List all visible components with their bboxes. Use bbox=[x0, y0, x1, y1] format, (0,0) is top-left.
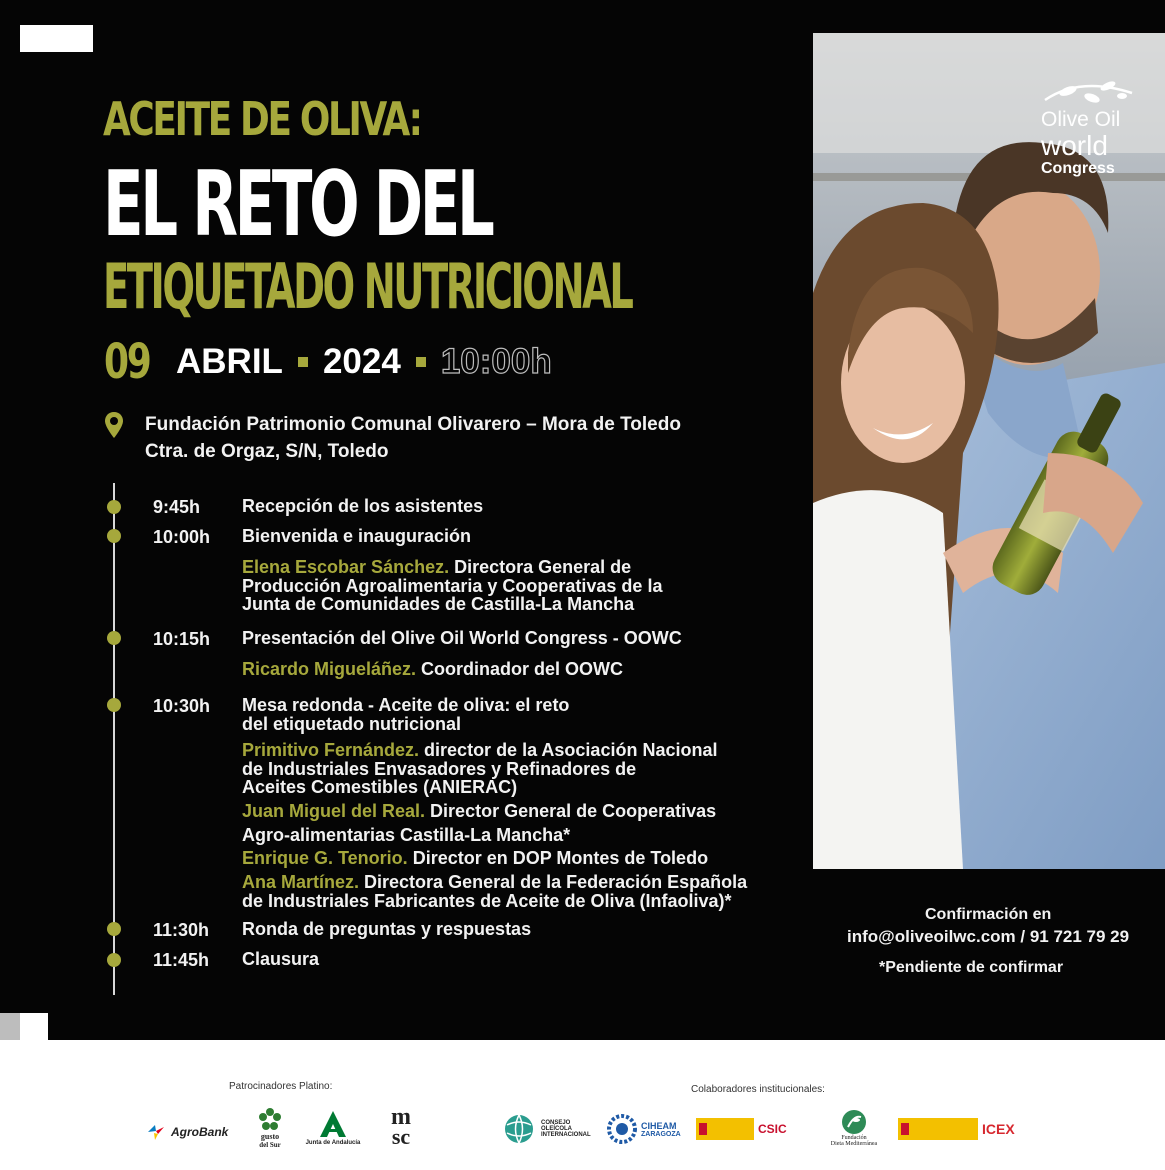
spain-coat-of-arms-icon bbox=[901, 1123, 909, 1135]
speaker-entry bbox=[242, 558, 662, 614]
date-year: 2024 bbox=[322, 342, 401, 381]
gusto-text: gusto bbox=[260, 1132, 280, 1141]
ciheam-circle-icon bbox=[607, 1114, 637, 1144]
title-line-1: ACEITE DE OLIVA: bbox=[103, 92, 421, 146]
ciheam-text bbox=[641, 1121, 681, 1138]
ciheam-text-line: ZARAGOZA bbox=[641, 1130, 681, 1138]
speaker-name: Ricardo Migueláñez. bbox=[242, 659, 417, 679]
speaker-role: director de la Asociación Nacional bbox=[419, 740, 718, 760]
title-line-2: EL RETO DEL bbox=[103, 152, 492, 257]
speaker-role: Director en DOP Montes de Toledo bbox=[407, 848, 709, 868]
date-time: 10:00h bbox=[440, 342, 552, 381]
agenda-time: 11:30h bbox=[153, 920, 210, 940]
speaker-entry bbox=[242, 660, 623, 679]
confirmation-label: Confirmación en bbox=[925, 906, 1052, 923]
msc-logo bbox=[380, 1104, 422, 1149]
timeline-dot bbox=[107, 500, 121, 514]
timeline-line bbox=[113, 483, 115, 995]
speaker-role: Directora General de bbox=[449, 557, 632, 577]
coi-text-line: CONSEJO bbox=[541, 1120, 571, 1126]
junta-andalucia-logo bbox=[298, 1110, 368, 1146]
date-separator bbox=[298, 357, 308, 367]
agenda-title: Bienvenida e inauguración bbox=[242, 526, 472, 546]
institutional-partners-label: Colaboradores institucionales: bbox=[691, 1084, 825, 1095]
logo-text: Olive Oil bbox=[1041, 108, 1121, 131]
agenda-title-line: del etiquetado nutricional bbox=[242, 714, 462, 734]
speaker-entry bbox=[242, 741, 717, 797]
spain-government-badge bbox=[696, 1118, 754, 1140]
fundacion-dieta-mediterranea-logo bbox=[825, 1109, 883, 1147]
spain-coat-of-arms-icon bbox=[699, 1123, 707, 1135]
spain-government-badge bbox=[898, 1118, 978, 1140]
agenda-title: Clausura bbox=[242, 949, 320, 969]
speaker-role: Agro-alimentarias Castilla-La Mancha* bbox=[242, 825, 571, 845]
speaker-name: Juan Miguel del Real. bbox=[242, 801, 426, 821]
ciheam-logo bbox=[607, 1114, 681, 1144]
timeline-dot bbox=[107, 953, 121, 967]
event-date bbox=[104, 334, 552, 390]
timeline-dot bbox=[107, 698, 121, 712]
junta-text: Junta de Andalucía bbox=[305, 1140, 361, 1146]
csic-text: CSIC bbox=[758, 1122, 787, 1136]
speaker-role: Directora General de la Federación Española bbox=[359, 872, 748, 892]
location-address: Ctra. de Orgaz, S/N, Toledo bbox=[145, 441, 389, 462]
logo-text: world bbox=[1041, 130, 1108, 161]
speaker-entry bbox=[242, 826, 570, 845]
date-separator bbox=[416, 357, 426, 367]
corner-decoration bbox=[0, 1013, 20, 1040]
platinum-sponsors-label: Patrocinadores Platino: bbox=[229, 1081, 333, 1092]
timeline-dot bbox=[107, 631, 121, 645]
agenda-title: Presentación del Olive Oil World Congress - OOWC bbox=[242, 628, 682, 648]
olive-branch-icon bbox=[841, 1109, 867, 1135]
speaker-role: Director General de Cooperativas bbox=[425, 801, 717, 821]
icex-text: ICEX bbox=[982, 1121, 1015, 1137]
coi-text-line: INTERNACIONAL bbox=[541, 1132, 591, 1138]
fundacion-text: Fundación bbox=[841, 1135, 867, 1141]
timeline-dot bbox=[107, 922, 121, 936]
coi-text-line: OLEÍCOLA bbox=[541, 1126, 572, 1132]
speaker-name: Ana Martínez. bbox=[242, 872, 360, 892]
speaker-name: Primitivo Fernández. bbox=[242, 740, 420, 760]
speaker-name: Elena Escobar Sánchez. bbox=[242, 557, 450, 577]
agenda-title: Recepción de los asistentes bbox=[242, 496, 484, 516]
junta-a-icon bbox=[318, 1110, 348, 1138]
coi-logo bbox=[502, 1113, 591, 1145]
agrobank-text: AgroBank bbox=[171, 1125, 229, 1139]
date-day: 09 bbox=[104, 334, 150, 390]
msc-text: sc bbox=[391, 1124, 411, 1149]
speaker-role: Coordinador del OOWC bbox=[416, 659, 624, 679]
location-venue: Fundación Patrimonio Comunal Olivarero – Mora de Toledo bbox=[145, 414, 681, 435]
gusto-text: del Sur bbox=[259, 1141, 281, 1149]
globe-icon bbox=[502, 1113, 536, 1145]
csic-logo bbox=[696, 1118, 787, 1140]
agenda-title bbox=[242, 696, 569, 734]
fundacion-text: Dieta Mediterránea bbox=[830, 1141, 878, 1147]
icex-logo bbox=[898, 1118, 1015, 1140]
agenda-title-line: Mesa redonda - Aceite de oliva: el reto bbox=[242, 695, 570, 715]
logo-text: Congress bbox=[1041, 160, 1115, 177]
agrobank-logo bbox=[146, 1123, 228, 1141]
msc-text: m bbox=[391, 1104, 411, 1130]
agenda-time: 10:15h bbox=[153, 629, 211, 649]
speaker-role: Aceites Comestibles (ANIERAC) bbox=[242, 777, 518, 797]
date-month: ABRIL bbox=[176, 342, 283, 381]
caixa-star-icon bbox=[146, 1123, 168, 1141]
agenda-time: 10:00h bbox=[153, 527, 211, 547]
speaker-name: Enrique G. Tenorio. bbox=[242, 848, 408, 868]
coi-text bbox=[541, 1120, 591, 1138]
agenda-title: Ronda de preguntas y respuestas bbox=[242, 919, 532, 939]
speaker-entry bbox=[242, 849, 708, 868]
confirmation-contact: info@oliveoilwc.com / 91 721 79 29 bbox=[847, 927, 1130, 946]
speaker-entry bbox=[242, 802, 716, 821]
pending-note: *Pendiente de confirmar bbox=[879, 959, 1064, 976]
speaker-role: Junta de Comunidades de Castilla-La Mancha bbox=[242, 594, 635, 614]
agenda-time: 10:30h bbox=[153, 696, 211, 716]
speaker-role: de Industriales Fabricantes de Aceite de Oliva (Infaoliva)* bbox=[242, 890, 732, 911]
speaker-role: de Industriales Envasadores y Refinadores de bbox=[242, 758, 637, 779]
location-pin-icon bbox=[104, 411, 124, 439]
corner-decoration bbox=[20, 25, 93, 52]
ciheam-text-line: CIHEAM bbox=[641, 1120, 677, 1131]
gusto-del-sur-logo bbox=[256, 1107, 284, 1149]
corner-decoration bbox=[20, 1013, 48, 1040]
agenda-time: 11:45h bbox=[153, 950, 210, 970]
flower-icon bbox=[257, 1107, 283, 1133]
speaker-role: Producción Agroalimentaria y Cooperativas de la bbox=[242, 575, 663, 596]
timeline-dot bbox=[107, 529, 121, 543]
title-line-3: ETIQUETADO NUTRICIONAL bbox=[103, 250, 632, 323]
agenda-time: 9:45h bbox=[153, 497, 201, 517]
speaker-entry bbox=[242, 873, 747, 910]
